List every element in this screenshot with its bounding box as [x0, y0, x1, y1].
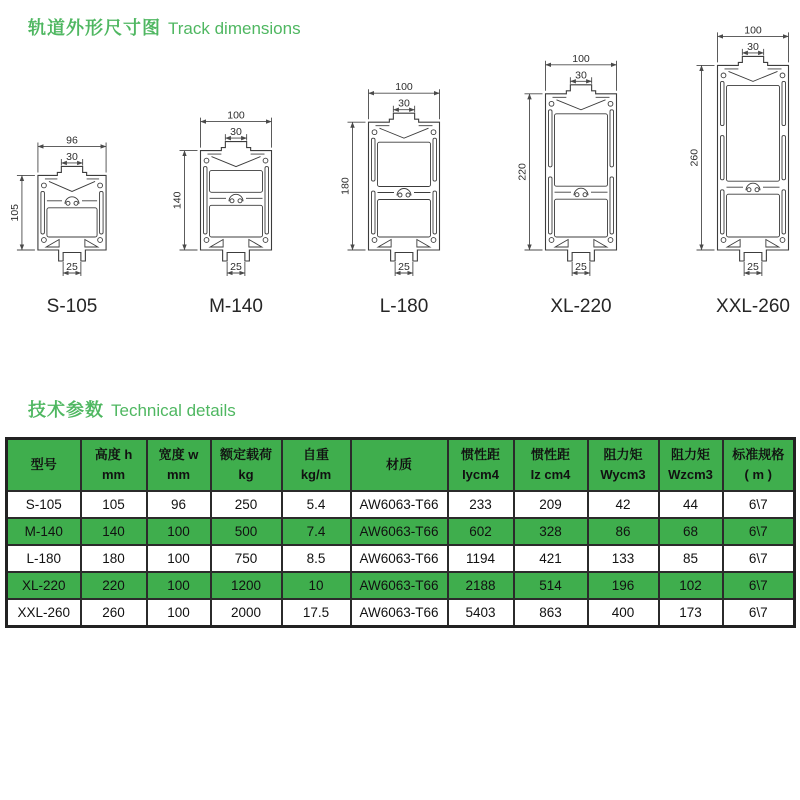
table-cell: 2000	[211, 599, 282, 627]
table-cell: 86	[588, 518, 659, 545]
table-cell: 1194	[448, 545, 514, 572]
profile-model-label: XL-220	[550, 296, 612, 317]
dim-label-top-width: 96	[66, 134, 78, 147]
table-cell: L-180	[7, 545, 81, 572]
dim-label-bottom: 25	[230, 261, 242, 273]
dim-label-neck: 30	[575, 69, 587, 82]
table-header-cell	[448, 439, 514, 492]
header-line2: Wycm3	[600, 467, 646, 482]
table-cell: 500	[211, 518, 282, 545]
dim-label-height: 260	[688, 148, 701, 167]
table-header-cell	[147, 439, 211, 492]
header-line1: 惯性距	[460, 446, 500, 462]
dim-label-bottom: 25	[66, 261, 78, 273]
table-header-cell	[282, 439, 351, 492]
table-cell: 250	[211, 491, 282, 518]
table-cell: M-140	[7, 518, 81, 545]
profile-model-label: XXL-260	[716, 296, 790, 317]
table-cell: 96	[147, 491, 211, 518]
table-cell: 6\7	[723, 572, 795, 599]
dim-label-height: 180	[339, 177, 352, 195]
track-title-en: Track dimensions	[168, 19, 301, 38]
dim-label-neck: 30	[230, 126, 242, 139]
table-cell: 6\7	[723, 518, 795, 545]
table-cell: 42	[588, 491, 659, 518]
table-header-cell	[7, 439, 81, 492]
dim-label-top-width: 100	[395, 81, 413, 94]
dim-label-height: 140	[171, 191, 184, 210]
technical-details-table	[5, 437, 796, 628]
dim-label-top-width: 100	[744, 24, 762, 37]
table-cell: 421	[514, 545, 588, 572]
table-cell: AW6063-T66	[351, 491, 448, 518]
table-cell: 2188	[448, 572, 514, 599]
table-cell: 68	[659, 518, 723, 545]
table-cell: 100	[147, 599, 211, 627]
table-cell: XL-220	[7, 572, 81, 599]
table-cell: 6\7	[723, 599, 795, 627]
table-cell: 102	[659, 572, 723, 599]
table-cell: 5.4	[282, 491, 351, 518]
header-line1: 宽度 w	[158, 446, 199, 462]
dim-label-height: 220	[516, 163, 529, 181]
dim-label-top-width: 100	[227, 109, 245, 122]
table-cell: 100	[147, 545, 211, 572]
table-header-cell	[351, 439, 448, 492]
dim-label-bottom: 25	[747, 261, 759, 273]
table-cell: 6\7	[723, 545, 795, 572]
profile-model-label: L-180	[379, 296, 429, 317]
table-cell: 196	[588, 572, 659, 599]
header-line2: ( m )	[744, 467, 772, 482]
profile-model-label: M-140	[209, 296, 263, 317]
table-cell: AW6063-T66	[351, 545, 448, 572]
header-line1: 阻力矩	[603, 446, 643, 462]
table-cell: 17.5	[282, 599, 351, 627]
technical-details-title	[28, 396, 236, 422]
header-line1: 额定载荷	[219, 446, 272, 462]
table-cell: 514	[514, 572, 588, 599]
table-cell: 863	[514, 599, 588, 627]
header-line1: 高度 h	[94, 446, 133, 462]
table-cell: 180	[81, 545, 147, 572]
table-cell: 133	[588, 545, 659, 572]
tech-title-zh: 技术参数	[28, 400, 104, 420]
header-line1: 标准规格	[732, 446, 785, 462]
dim-label-neck: 30	[747, 40, 759, 53]
track-title-zh: 轨道外形尺寸图	[28, 18, 161, 38]
header-line2: kg	[238, 467, 254, 482]
table-cell: XXL-260	[7, 599, 81, 627]
table-cell: 173	[659, 599, 723, 627]
table-cell: 5403	[448, 599, 514, 627]
header-line1: 阻力矩	[670, 446, 710, 462]
dim-label-bottom: 25	[575, 261, 587, 273]
profiles-root	[9, 24, 790, 317]
profile-drawing	[689, 24, 790, 317]
table-cell: 233	[448, 491, 514, 518]
table-header-cell	[588, 439, 659, 492]
table-cell: 602	[448, 518, 514, 545]
header-line1: 型号	[30, 456, 57, 472]
table-cell: 140	[81, 518, 147, 545]
table-cell: AW6063-T66	[351, 518, 448, 545]
table-cell: 105	[81, 491, 147, 518]
table-header-row	[7, 439, 795, 492]
table-header-cell	[81, 439, 147, 492]
table-row	[7, 599, 795, 627]
table-header-cell	[659, 439, 723, 492]
table-cell: S-105	[7, 491, 81, 518]
dim-label-neck: 30	[398, 97, 410, 110]
header-line2: Iycm4	[462, 467, 499, 482]
table-cell: 1200	[211, 572, 282, 599]
table-cell: 8.5	[282, 545, 351, 572]
header-line1: 惯性距	[530, 446, 570, 462]
table-cell: 100	[147, 518, 211, 545]
table-row	[7, 491, 795, 518]
table-header-cell	[723, 439, 795, 492]
header-line1: 材质	[385, 456, 412, 472]
table-cell: 260	[81, 599, 147, 627]
dim-label-height: 105	[8, 203, 21, 222]
header-line2: Iz cm4	[530, 467, 571, 482]
dim-label-top-width: 100	[572, 52, 590, 65]
table-cell: 750	[211, 545, 282, 572]
table-cell: 209	[514, 491, 588, 518]
table-cell: 6\7	[723, 491, 795, 518]
profile-drawing	[340, 81, 440, 317]
header-line2: mm	[101, 467, 126, 482]
table-header-cell	[514, 439, 588, 492]
table-cell: 220	[81, 572, 147, 599]
header-line2: Wzcm3	[668, 467, 713, 482]
track-profile-drawings	[0, 0, 800, 340]
table-cell: AW6063-T66	[351, 599, 448, 627]
header-line2: mm	[166, 467, 191, 482]
table-row	[7, 545, 795, 572]
table-cell: 44	[659, 491, 723, 518]
profile-drawing	[172, 110, 272, 317]
table-row	[7, 518, 795, 545]
profile-drawing	[517, 53, 617, 317]
dim-label-bottom: 25	[398, 261, 410, 273]
table-cell: 85	[659, 545, 723, 572]
table-cell: AW6063-T66	[351, 572, 448, 599]
header-line2: kg/m	[300, 467, 332, 482]
profile-drawing	[9, 134, 106, 317]
table-cell: 7.4	[282, 518, 351, 545]
table-row	[7, 572, 795, 599]
table-cell: 10	[282, 572, 351, 599]
table-cell: 328	[514, 518, 588, 545]
tech-title-en: Technical details	[111, 401, 236, 420]
dim-label-neck: 30	[66, 150, 78, 163]
table-cell: 400	[588, 599, 659, 627]
header-line1: 自重	[302, 446, 329, 462]
table-header-cell	[211, 439, 282, 492]
profile-model-label: S-105	[46, 296, 98, 317]
table-cell: 100	[147, 572, 211, 599]
